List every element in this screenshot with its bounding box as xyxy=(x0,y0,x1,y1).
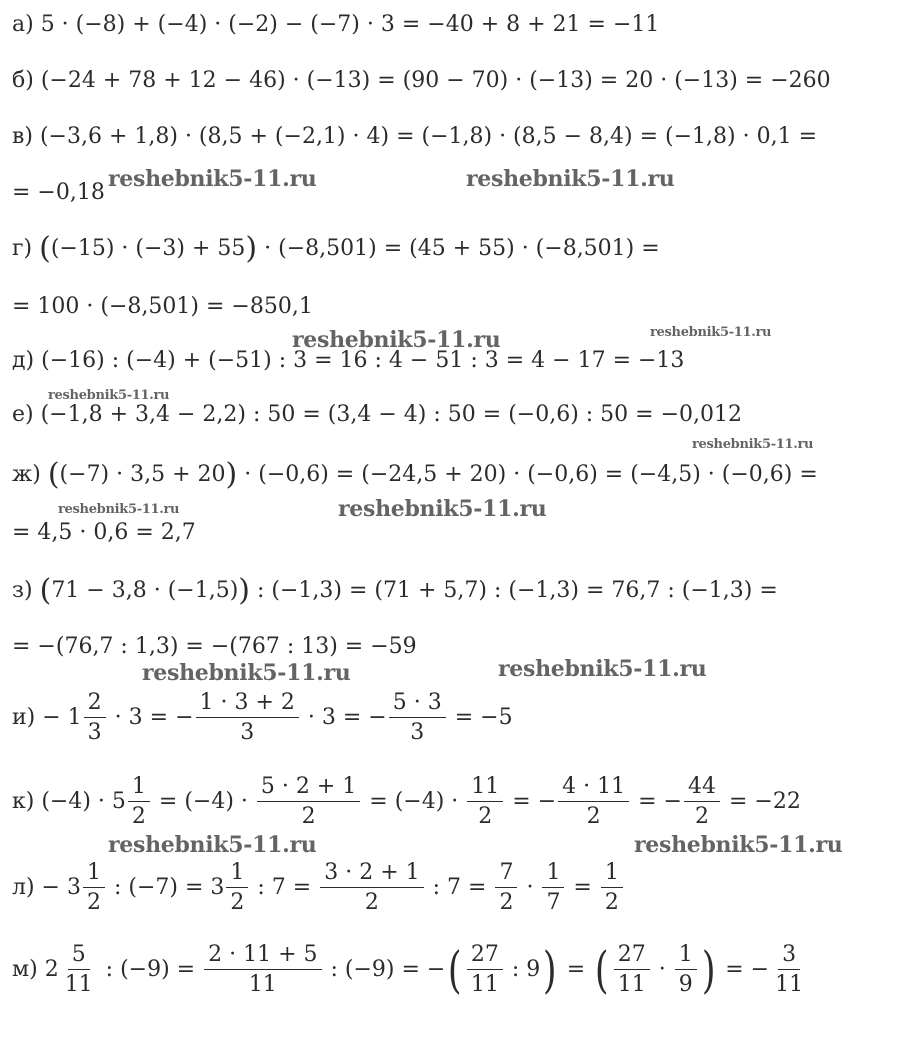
expression-text: = 100 · (−8,501) = −850,1 xyxy=(12,294,313,319)
numerator: 1 xyxy=(83,860,105,888)
numerator: 4 · 11 xyxy=(558,774,629,802)
open-bracket: ( xyxy=(47,457,60,492)
expression-text: = (−4) · xyxy=(362,788,466,814)
denominator: 2 xyxy=(604,890,619,916)
denominator: 11 xyxy=(775,972,804,998)
denominator: 2 xyxy=(695,804,709,830)
fraction xyxy=(389,690,446,746)
solution-line-g1 xyxy=(12,231,660,266)
watermark: reshebnik5-11.ru xyxy=(650,325,772,340)
denominator: 3 xyxy=(410,720,425,746)
expression-text: = −22 xyxy=(722,788,801,814)
numerator: 1 xyxy=(226,860,248,888)
numerator: 27 xyxy=(467,942,503,970)
solution-line-v1 xyxy=(12,126,817,148)
close-bracket: ) xyxy=(238,573,250,608)
expression-text: · 3 = − xyxy=(107,704,194,730)
watermark: reshebnik5-11.ru xyxy=(108,166,317,192)
open-bracket: ( xyxy=(39,573,52,608)
fraction xyxy=(467,774,503,830)
fraction xyxy=(257,774,360,830)
fraction xyxy=(226,860,248,916)
expression-text: (−15) · (−3) + 55 xyxy=(50,236,246,261)
solution-line-a xyxy=(12,14,659,36)
expression-text: л) − 3 xyxy=(12,874,81,900)
close-bracket: ) xyxy=(225,457,238,492)
expression-text: = −0,18 xyxy=(12,180,105,205)
solution-line-z2 xyxy=(12,636,417,658)
denominator: 2 xyxy=(364,890,379,916)
fraction xyxy=(467,942,503,998)
numerator: 2 xyxy=(84,690,106,718)
numerator: 2 · 11 + 5 xyxy=(204,942,321,970)
expression-text: = − xyxy=(718,956,770,982)
denominator: 11 xyxy=(64,972,93,998)
fraction xyxy=(84,690,106,746)
solution-line-i xyxy=(12,690,513,746)
denominator: 2 xyxy=(301,804,316,830)
fraction xyxy=(675,942,697,998)
watermark: reshebnik5-11.ru xyxy=(634,832,843,858)
denominator: 2 xyxy=(131,804,146,830)
expression-text: в) (−3,6 + 1,8) · (8,5 + (−2,1) · 4) = (−1,8) · (8,5 − 8,4) = (−1,8) · 0,1 = xyxy=(12,124,818,149)
numerator: 5 · 3 xyxy=(389,690,446,718)
solution-line-g2 xyxy=(12,296,313,318)
watermark: reshebnik5-11.ru xyxy=(108,832,317,858)
watermark: reshebnik5-11.ru xyxy=(692,437,814,452)
fraction xyxy=(558,774,629,830)
expression-text: (−7) · 3,5 + 20 xyxy=(59,462,226,487)
denominator: 11 xyxy=(470,972,499,998)
expression-text: = 4,5 · 0,6 = 2,7 xyxy=(12,520,196,545)
numerator: 5 · 2 + 1 xyxy=(257,774,360,802)
expression-text: 71 − 3,8 · (−1,5) xyxy=(51,578,239,603)
watermark: reshebnik5-11.ru xyxy=(498,656,707,682)
fraction xyxy=(601,860,623,916)
expression-text: е) (−1,8 + 3,4 − 2,2) : 50 = (3,4 − 4) : 50 = (−0,6) : 50 = −0,012 xyxy=(12,402,743,427)
expression-text: : (−9) = xyxy=(98,956,203,982)
expression-text: м) 2 xyxy=(12,956,59,982)
expression-text: · (−0,6) = (−24,5 + 20) · (−0,6) = (−4,5) · (−0,6) = xyxy=(237,462,818,487)
fraction xyxy=(614,942,650,998)
expression-text: = − xyxy=(505,788,557,814)
expression-text: к) (−4) · 5 xyxy=(12,788,126,814)
expression-text: = −5 xyxy=(447,704,513,730)
solution-line-k xyxy=(12,774,801,830)
open-bracket: ( xyxy=(448,940,462,999)
denominator: 7 xyxy=(546,890,561,916)
solution-line-m: м) 2 $\frac{5}{11}$ : (−9) = $\frac{2 \cdot 11 + 5}{11}$ : (−9) = − ( $\frac{27}{11}$ : 9 ) = ( $\frac{27}{11}$ · $\frac{1}{9}$ ) = − $\frac{3}{11}$ xyxy=(12,942,809,998)
expression-text: и) − 1 xyxy=(12,704,82,730)
watermark: reshebnik5-11.ru xyxy=(466,166,675,192)
expression-text: : 7 = xyxy=(250,874,319,900)
expression-text: д) (−16) : (−4) + (−51) : 3 = 16 : 4 − 51 : 3 = 4 − 17 = −13 xyxy=(12,348,685,373)
numerator: 44 xyxy=(684,774,720,802)
denominator: 2 xyxy=(86,890,101,916)
item-label: з) xyxy=(12,578,33,603)
fraction xyxy=(684,774,720,830)
fraction xyxy=(128,774,150,830)
expression-text: · xyxy=(519,874,541,900)
close-bracket: ) xyxy=(245,231,258,266)
solution-line-l xyxy=(12,860,625,916)
close-bracket: ) xyxy=(543,940,557,999)
denominator: 2 xyxy=(230,890,245,916)
expression-text: · 3 = − xyxy=(300,704,387,730)
expression-text: = −(76,7 : 1,3) = −(767 : 13) = −59 xyxy=(12,634,417,659)
numerator: 3 xyxy=(778,942,800,970)
numerator: 1 xyxy=(601,860,623,888)
fraction xyxy=(771,942,807,998)
numerator: 7 xyxy=(495,860,517,888)
numerator: 27 xyxy=(614,942,650,970)
fraction xyxy=(542,860,564,916)
fraction xyxy=(61,942,97,998)
numerator: 5 xyxy=(68,942,90,970)
denominator: 2 xyxy=(478,804,493,830)
watermark: reshebnik5-11.ru xyxy=(292,327,501,353)
fraction xyxy=(196,690,299,746)
expression-text: · xyxy=(651,956,673,982)
expression-text: : 9 xyxy=(504,956,541,982)
expression-text: : (−1,3) = (71 + 5,7) : (−1,3) = 76,7 : (−1,3) = xyxy=(250,578,778,603)
numerator: 1 xyxy=(675,942,697,970)
denominator: 2 xyxy=(586,804,601,830)
expression-text: : (−9) = − xyxy=(323,956,446,982)
expression-text: : 7 = xyxy=(425,874,494,900)
solution-line-e xyxy=(12,404,742,426)
expression-text: : (−7) = 3 xyxy=(106,874,225,900)
denominator: 9 xyxy=(678,972,693,998)
watermark: reshebnik5-11.ru xyxy=(58,502,180,517)
solution-line-d xyxy=(12,350,684,372)
numerator: 1 · 3 + 2 xyxy=(196,690,299,718)
solution-line-z1 xyxy=(12,573,778,608)
fraction xyxy=(83,860,105,916)
open-bracket: ( xyxy=(595,940,609,999)
numerator: 1 xyxy=(128,774,150,802)
fraction xyxy=(204,942,321,998)
denominator: 3 xyxy=(87,720,102,746)
item-label: г) xyxy=(12,236,33,261)
numerator: 1 xyxy=(542,860,564,888)
solution-line-v2 xyxy=(12,182,105,204)
solution-line-b xyxy=(12,70,831,92)
watermark: reshebnik5-11.ru xyxy=(338,496,547,522)
numerator: 3 · 2 + 1 xyxy=(320,860,423,888)
item-label: ж) xyxy=(12,462,41,487)
solution-line-zh2 xyxy=(12,522,196,544)
fraction xyxy=(320,860,423,916)
watermark: reshebnik5-11.ru xyxy=(142,660,351,686)
denominator: 3 xyxy=(240,720,255,746)
expression-text: = xyxy=(566,874,599,900)
open-bracket: ( xyxy=(39,231,51,266)
fraction xyxy=(495,860,517,916)
expression-text: = (−4) · xyxy=(151,788,255,814)
close-bracket: ) xyxy=(701,940,716,999)
denominator: 11 xyxy=(617,972,646,998)
expression-text: б) (−24 + 78 + 12 − 46) · (−13) = (90 − 70) · (−13) = 20 · (−13) = −260 xyxy=(12,68,831,93)
watermark: reshebnik5-11.ru xyxy=(48,388,170,403)
expression-text: · (−8,501) = (45 + 55) · (−8,501) = xyxy=(257,236,660,261)
expression-text: = − xyxy=(631,788,682,814)
denominator: 11 xyxy=(248,972,277,998)
denominator: 2 xyxy=(499,890,514,916)
expression-text: а) 5 · (−8) + (−4) · (−2) − (−7) · 3 = −40 + 8 + 21 = −11 xyxy=(12,12,660,37)
solution-line-zh1 xyxy=(12,457,818,492)
numerator: 11 xyxy=(467,774,503,802)
